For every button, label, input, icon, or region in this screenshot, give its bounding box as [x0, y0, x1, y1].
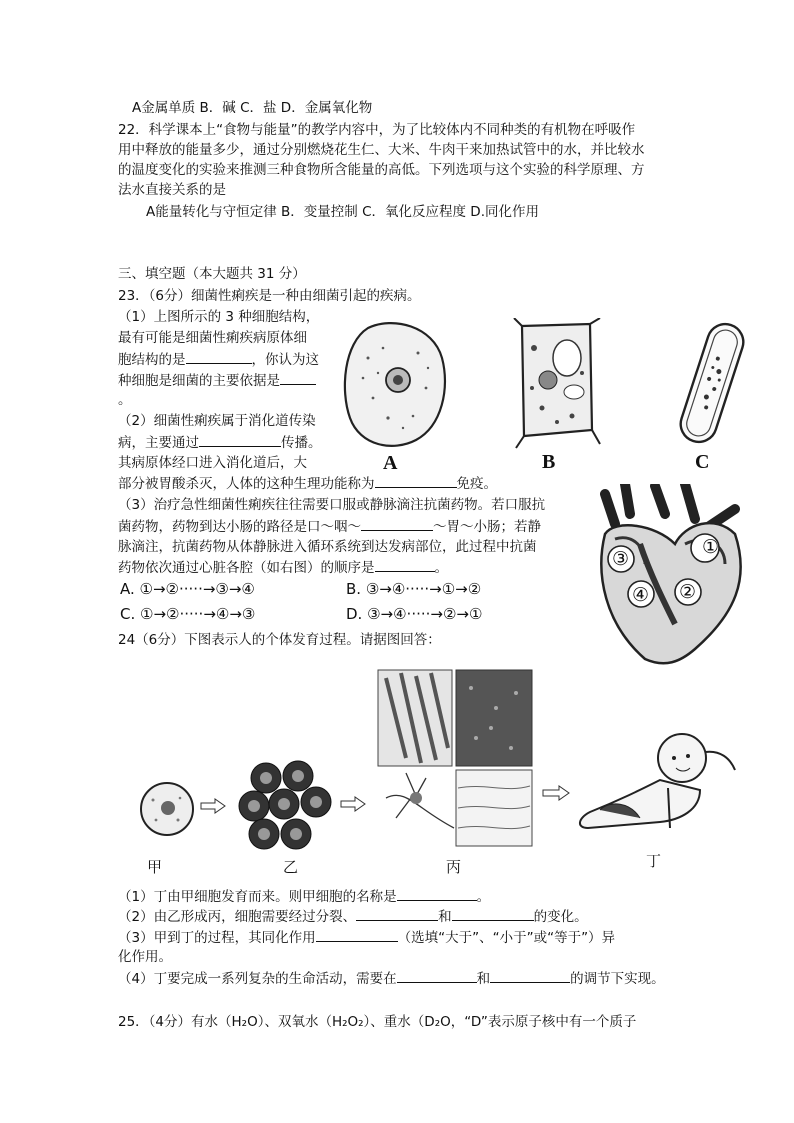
- stage-label-bing: 丙: [446, 858, 462, 876]
- q23-option-a: A. ①→②·····→③→④: [120, 580, 255, 598]
- baby-illustration: [570, 730, 740, 840]
- answer-blank[interactable]: [397, 968, 477, 983]
- answer-blank[interactable]: [375, 473, 457, 488]
- q25-line1: 25．（4分）有水（H₂O）、双氧水（H₂O₂）、重水（D₂O，“D”表示原子核中有一个质子: [118, 1014, 637, 1030]
- heart-label-2: ②: [679, 581, 697, 603]
- q23-title: 23．（6分）细菌性痢疾是一种由细菌引起的疾病。: [118, 288, 421, 304]
- q24-line4: [118, 968, 665, 989]
- q23-option-b: B. ③→④·····→①→②: [346, 580, 482, 598]
- q22-line1: 22．科学课本上“食物与能量”的教学内容中，为了比较体内不同种类的有机物在呼吸作: [118, 122, 636, 138]
- q23-p3-line2: [118, 516, 541, 537]
- text: （选填“大于”、“小于”或“等于”）异: [397, 930, 616, 946]
- heart-label-3: ③: [612, 548, 630, 570]
- text: （4）丁要完成一系列复杂的生命活动，需要在: [118, 971, 397, 987]
- cell-a-label: A: [383, 452, 398, 474]
- text: 病，主要通过: [118, 435, 199, 451]
- answer-blank[interactable]: [356, 906, 438, 921]
- answer-blank[interactable]: [280, 370, 316, 385]
- text: 药物依次通过心脏各腔（如右图）的顺序是: [118, 560, 375, 576]
- tissues-illustration: [376, 668, 534, 848]
- q24-line3: [118, 927, 615, 948]
- q22-line2: 用中释放的能量多少，通过分别燃烧花生仁、大米、牛肉干来加热试管中的水，并比较水: [118, 142, 645, 158]
- stage-label-yi: 乙: [283, 858, 299, 876]
- arrow-icon: [340, 796, 366, 812]
- text: （1）丁由甲细胞发育而来。则甲细胞的名称是: [118, 889, 397, 905]
- q24-line3-cont: 化作用。: [118, 949, 172, 965]
- q23-p1-line5: 。: [118, 392, 132, 408]
- cell-a-illustration: [338, 318, 450, 453]
- text: （3）甲到丁的过程，其同化作用: [118, 930, 316, 946]
- heart-diagram: [585, 484, 765, 668]
- q23-p1-line1: （1）上图所示的 3 种细胞结构，: [118, 309, 320, 325]
- text: 。: [476, 889, 491, 905]
- q23-option-c: C. ①→②·····→④→③: [120, 605, 256, 623]
- text: 部分被胃酸杀灭，人体的这种生理功能称为: [118, 476, 375, 492]
- answer-blank[interactable]: [361, 516, 433, 531]
- text: 。: [434, 560, 448, 576]
- q23-p2-line2: [118, 432, 322, 453]
- q24-title: 24（6分）下图表示人的个体发育过程。请据图回答：: [118, 632, 441, 648]
- q23-p2-line4: [118, 473, 497, 494]
- zygote-illustration: [138, 780, 196, 838]
- text: 和: [438, 909, 452, 925]
- text: ，你认为这: [251, 352, 319, 368]
- stage-label-ding: 丁: [646, 852, 662, 870]
- q23-p1-line3: [118, 349, 319, 370]
- heart-label-4: ④: [632, 584, 650, 606]
- text: 免疫。: [456, 476, 497, 492]
- q23-p3-line1: （3）治疗急性细菌性痢疾往往需要口服或静脉滴注抗菌药物。若口服抗: [118, 497, 546, 513]
- stage-label-jia: 甲: [147, 858, 163, 876]
- q23-p3-line4: [118, 557, 448, 578]
- arrow-icon: [542, 785, 570, 801]
- cell-c-label: C: [695, 451, 710, 473]
- answer-blank[interactable]: [186, 349, 252, 364]
- text: 的变化。: [533, 909, 588, 925]
- answer-blank[interactable]: [490, 968, 570, 983]
- q23-p1-line4: [118, 370, 316, 391]
- text: 和: [476, 971, 491, 987]
- cell-b-label: B: [542, 451, 556, 473]
- q23-option-d: D. ③→④·····→②→①: [346, 605, 483, 623]
- text: ～胃～小肠；若静: [433, 519, 541, 535]
- text: 胞结构的是: [118, 352, 186, 368]
- cell-c-illustration: [670, 318, 755, 448]
- answer-blank[interactable]: [375, 557, 435, 572]
- heart-label-1: ①: [702, 536, 720, 558]
- cell-b-illustration: [512, 318, 602, 450]
- q23-p2-line1: （2）细菌性痢疾属于消化道传染: [118, 413, 316, 429]
- text: 种细胞是细菌的主要依据是: [118, 373, 280, 389]
- q22-line3: 的温度变化的实验来推测三种食物所含能量的高低。下列选项与这个实验的科学原理、方: [118, 162, 645, 178]
- q24-line2: [118, 906, 588, 927]
- q22-options: A能量转化与守恒定律 B．变量控制 C．氧化反应程度 D.同化作用: [146, 204, 539, 220]
- q23-p1-line2: 最有可能是细菌性痢疾病原体细: [118, 330, 307, 346]
- q21-options: A金属单质 B．碱 C．盐 D．金属氧化物: [132, 100, 373, 116]
- text: 传播。: [281, 435, 322, 451]
- q23-p3-line3: 脉滴注，抗菌药物从体静脉进入循环系统到达发病部位，此过程中抗菌: [118, 539, 537, 555]
- text: （2）由乙形成丙，细胞需要经过分裂、: [118, 909, 357, 925]
- text: 菌药物，药物到达小肠的路径是口～咽～: [118, 519, 361, 535]
- answer-blank[interactable]: [199, 432, 281, 447]
- answer-blank[interactable]: [397, 886, 477, 901]
- arrow-icon: [200, 798, 226, 814]
- section-title: 三、填空题（本大题共 31 分）: [118, 266, 306, 282]
- q24-line1: [118, 886, 490, 907]
- q23-p2-line3: 其病原体经口进入消化道后，大: [118, 455, 307, 471]
- answer-blank[interactable]: [316, 927, 398, 942]
- cell-cluster-illustration: [236, 756, 336, 856]
- text: 的调节下实现。: [570, 971, 665, 987]
- q22-line4: 法水直接关系的是: [118, 182, 226, 198]
- answer-blank[interactable]: [452, 906, 534, 921]
